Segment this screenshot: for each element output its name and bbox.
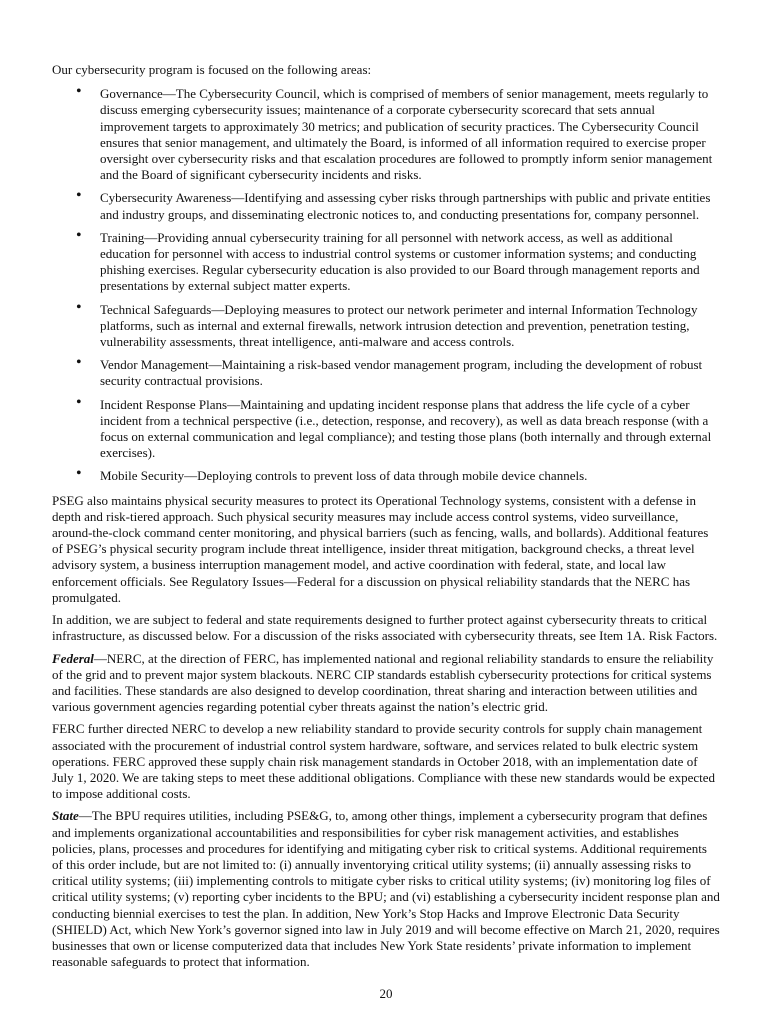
state-heading: State <box>52 808 79 824</box>
list-item <box>52 226 720 295</box>
list-item <box>52 465 720 484</box>
list-item <box>52 354 720 389</box>
state-text: —The BPU requires utilities, including PSE&G, to, among other things, implement a cybersecurity program that defines and implements organizational accountabilities and responsibilities for cyber risk management activities, and establishes policies, plans, processes and procedures for identifying and mitigating cyber risk to critical systems. Additional requirements of this order include, but are not limited to: (i) annually inventorying critical utility systems; (ii) annually assessing risks to critical utility systems; (iii) implementing controls to mitigate cyber risks to critical utility systems; (iv) monitoring log files of critical utility systems; (v) reporting cyber incidents to the BPU; and (vi) establishing a cybersecurity incident response plan and conducting biennial exercises to test the plan. In addition, New York’s Stop Hacks and Improve Electronic Data Security (SHIELD) Act, which New York’s governor signed into law in July 2019 and will become effective on March 21, 2020, requires businesses that own or license computerized data that includes New York State residents’ private information to implement reasonable safeguards to protect that information. <box>52 808 720 970</box>
ferc-paragraph: FERC further directed NERC to develop a new reliability standard to provide security controls for supply chain management associated with the procurement of industrial control system hardware, software, and services related to bulk electric system operations. FERC approved these supply chain risk management standards in October 2018, with an implementation date of July 1, 2020. We are taking steps to meet these additional obligations. Compliance with these new standards would be expected to impose additional costs. <box>52 721 716 802</box>
bullet-icon: • <box>76 298 82 316</box>
list-item-text: Governance—The Cybersecurity Council, which is comprised of members of senior management, meets regularly to discuss emerging cybersecurity issues; maintenance of a corporate cybersecurity scorecard that sets annual improvement targets to approximately 30 metrics; and publication of security practices. The Cybersecurity Council ensures that senior management, and ultimately the Board, is informed of all information required to exercise proper oversight over cybersecurity risks and that escalation procedures are followed to promptly inform senior management and the Board of significant cybersecurity incidents and risks. <box>100 86 713 183</box>
state-paragraph <box>52 808 720 970</box>
requirements-paragraph: In addition, we are subject to federal and state requirements designed to further protect against cybersecurity threats to critical infrastructure, as discussed below. For a discussion of the risks associated with cybersecurity threats, see Item 1A. Risk Factors. <box>52 612 718 644</box>
list-item-text: Training—Providing annual cybersecurity training for all personnel with network access, as well as additional education for personnel with access to industrial control systems or customer information systems; and conducting phishing exercises. Regular cybersecurity education is also provided to our Board through management reports and presentations by external subject matter experts. <box>100 229 700 294</box>
federal-text: —NERC, at the direction of FERC, has implemented national and regional reliability standards to ensure the reliability of the grid and to prevent major system blackouts. NERC CIP standards establish cybersecurity protections for critical systems and facilities. These standards are also designed to develop coordination, threat sharing and interaction between utilities and various government agencies regarding potential cyber threats against the nation’s electric grid. <box>52 650 714 715</box>
bullet-icon: • <box>76 187 82 205</box>
list-item-text: Vendor Management—Maintaining a risk-based vendor management program, including the development of robust security contractual provisions. <box>100 357 703 389</box>
bullet-icon: • <box>76 226 82 244</box>
federal-heading: Federal <box>52 650 94 666</box>
intro-text: Our cybersecurity program is focused on the following areas: <box>52 62 372 77</box>
bullet-icon: • <box>76 354 82 372</box>
list-item-text: Mobile Security—Deploying controls to prevent loss of data through mobile device channels. <box>100 468 588 484</box>
federal-paragraph <box>52 651 720 716</box>
list-item <box>52 298 720 351</box>
program-areas-list <box>52 83 720 484</box>
bullet-icon: • <box>76 83 82 101</box>
list-item <box>52 83 720 183</box>
list-item-text: Incident Response Plans—Maintaining and updating incident response plans that address the life cycle of a cyber incident from a technical perspective (i.e., detection, response, and recovery), as well as data breach response (with a focus on external communication and legal compliance); and testing those plans (both internally and through external exercises). <box>100 396 712 461</box>
document-page <box>52 0 720 1023</box>
list-item <box>52 187 720 222</box>
physical-security-paragraph: PSEG also maintains physical security measures to protect its Operational Technology systems, consistent with a defense in depth and risk-tiered approach. Such physical security measures may include access control systems, video surveillance, around-the-clock command center monitoring, and physical barriers (such as fencing, walls, and bollards). Additional features of PSEG’s physical security program include threat intelligence, insider threat mitigation, background checks, a threat level advisory system, a business interruption management model, and active coordination with federal, state, and local law enforcement officials. See Regulatory Issues—Federal for a discussion on physical reliability standards that the NERC has promulgated. <box>52 492 709 605</box>
page-number: 20 <box>379 986 393 1002</box>
bullet-icon: • <box>76 393 82 411</box>
list-item <box>52 393 720 462</box>
list-item-text: Cybersecurity Awareness—Identifying and assessing cyber risks through partnerships with public and private entities and industry groups, and disseminating electronic notices to, and conducting presentations for, company personnel. <box>100 190 711 222</box>
bullet-icon: • <box>76 465 82 483</box>
list-item-text: Technical Safeguards—Deploying measures to protect our network perimeter and internal Information Technology platforms, such as internal and external firewalls, network intrusion detection and prevention, penetration testing, vulnerability assessments, threat intelligence, anti-malware and access controls. <box>100 301 698 350</box>
